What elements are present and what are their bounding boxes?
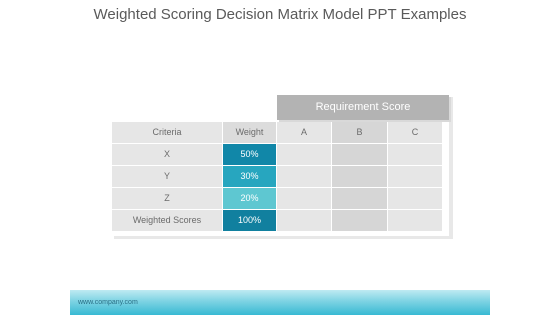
requirement-score-header: Requirement Score [277,95,449,120]
weight-cell: 50% [223,144,276,165]
table-shadow-bottom [114,236,453,239]
score-cell-a [277,210,331,231]
weight-header: Weight [223,122,276,143]
footer-url: www.company.com [78,299,138,306]
weight-cell: 100% [223,210,276,231]
decision-matrix-table [112,122,443,232]
row-label: Z [112,188,222,209]
col-b-header: B [332,122,387,143]
row-label: Weighted Scores [112,210,222,231]
score-cell-c [388,188,442,209]
score-cell-c [388,210,442,231]
row-label: Y [112,166,222,187]
table-header-row [112,122,443,143]
score-cell-b [332,144,387,165]
score-cell-a [277,144,331,165]
col-a-header: A [277,122,331,143]
table-row [112,188,443,209]
weight-cell: 20% [223,188,276,209]
col-c-header: C [388,122,442,143]
score-cell-c [388,166,442,187]
score-cell-c [388,144,442,165]
table-row [112,210,443,231]
table-row [112,144,443,165]
table-shadow-right [449,97,453,239]
row-label: X [112,144,222,165]
score-cell-b [332,166,387,187]
score-cell-a [277,188,331,209]
score-cell-b [332,188,387,209]
weight-cell: 30% [223,166,276,187]
footer-bar [70,290,490,315]
score-cell-a [277,166,331,187]
slide-title: Weighted Scoring Decision Matrix Model PPT Examples [93,6,467,23]
criteria-header: Criteria [112,122,222,143]
table-row [112,166,443,187]
score-cell-b [332,210,387,231]
